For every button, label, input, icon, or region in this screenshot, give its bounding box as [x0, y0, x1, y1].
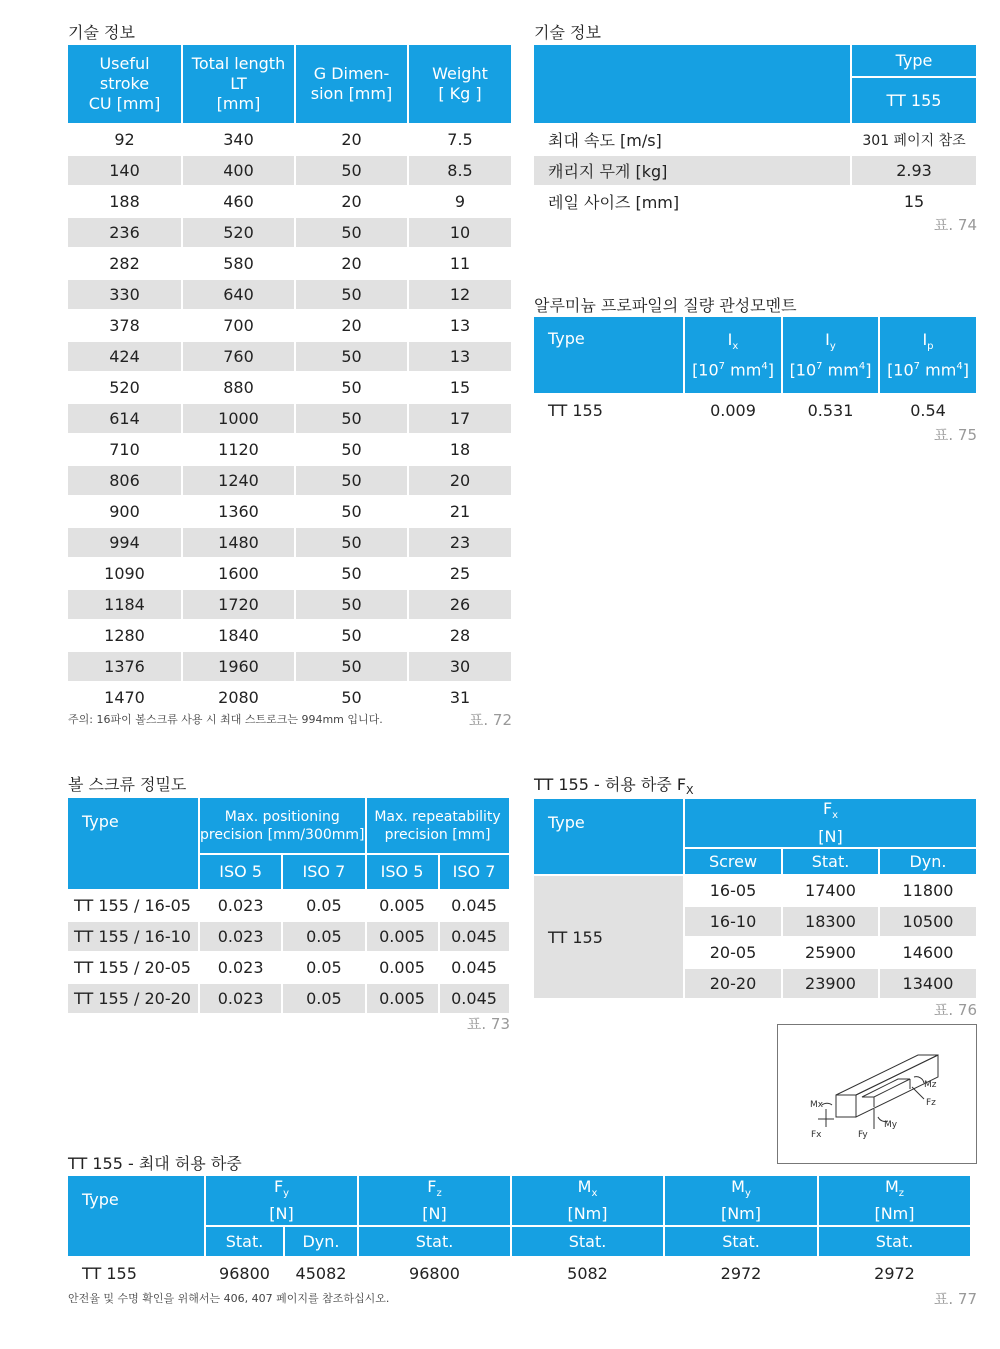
cell: 1470 — [68, 683, 181, 712]
cell: 1240 — [183, 466, 294, 495]
header-type: Type — [534, 799, 683, 874]
row-ip: 0.54 — [880, 395, 976, 425]
cell: 1360 — [183, 497, 294, 526]
cell: 1600 — [183, 559, 294, 588]
row-type: TT 155 / 16-10 — [68, 922, 198, 951]
row-ix: 0.009 — [685, 395, 781, 425]
header-dyn: Dyn. — [880, 849, 976, 874]
header-repeatability: Max. repeatability precision [mm] — [367, 798, 509, 853]
header-stat: Stat. — [783, 849, 878, 874]
cell: 340 — [183, 125, 294, 154]
row-type: TT 155 — [534, 395, 683, 425]
cell: 1840 — [183, 621, 294, 650]
cell: 25 — [409, 559, 511, 588]
table-row — [68, 590, 511, 619]
header-mz: $M_z$ [Nm] — [819, 1176, 970, 1225]
row-type: TT 155 — [68, 1258, 204, 1288]
cell: 18 — [409, 435, 511, 464]
cell: 50 — [296, 559, 407, 588]
cell: 21 — [409, 497, 511, 526]
cell: 50 — [296, 590, 407, 619]
cell: 994 — [68, 528, 181, 557]
table-row — [534, 876, 976, 905]
rail-top — [836, 1055, 938, 1095]
table-73 — [66, 796, 511, 1015]
cell: 2972 — [665, 1258, 817, 1288]
row-label: 캐리지 무게 [kg] — [534, 156, 850, 185]
cell: 0.05 — [283, 984, 364, 1013]
table-row — [68, 218, 511, 247]
cell: 0.045 — [440, 891, 509, 920]
cell: 900 — [68, 497, 181, 526]
cell: 15 — [409, 373, 511, 402]
cell: 18300 — [783, 907, 878, 936]
table-row — [68, 528, 511, 557]
cell: 50 — [296, 683, 407, 712]
table-row — [68, 683, 511, 712]
cell: 0.05 — [283, 953, 364, 982]
cell: 23 — [409, 528, 511, 557]
cell: 50 — [296, 435, 407, 464]
cell: 806 — [68, 466, 181, 495]
cell: 20 — [296, 125, 407, 154]
row-type: TT 155 / 20-20 — [68, 984, 198, 1013]
table-row — [68, 922, 509, 951]
cell: 17400 — [783, 876, 878, 905]
header-iso7-a: ISO 7 — [283, 855, 364, 889]
cell: 20 — [296, 187, 407, 216]
cell: 1000 — [183, 404, 294, 433]
table-74 — [532, 43, 978, 218]
header-total-length: Total length LT [mm] — [183, 45, 294, 123]
table-72-title: 기술 정보 — [68, 23, 135, 42]
cell: 1184 — [68, 590, 181, 619]
cell: 2972 — [819, 1258, 970, 1288]
cell: 9 — [409, 187, 511, 216]
cell: 20 — [296, 311, 407, 340]
header-type: Type — [68, 1176, 204, 1256]
header-g-dimension: G Dimen- sion [mm] — [296, 45, 407, 123]
table-row — [68, 891, 509, 920]
cell: 26 — [409, 590, 511, 619]
cell: 0.045 — [440, 953, 509, 982]
cell: 424 — [68, 342, 181, 371]
cell: 0.023 — [200, 953, 281, 982]
cell: 50 — [296, 280, 407, 309]
cell: 0.023 — [200, 984, 281, 1013]
row-value: 2.93 — [852, 156, 976, 185]
table-77-title: TT 155 - 최대 허용 하중 — [68, 1154, 242, 1173]
cell: 0.045 — [440, 984, 509, 1013]
cell: 1376 — [68, 652, 181, 681]
header-type: Type — [534, 317, 683, 393]
cell: 880 — [183, 373, 294, 402]
cell: 20-05 — [685, 938, 781, 967]
cell: 20-20 — [685, 969, 781, 998]
table-row — [68, 435, 511, 464]
cell: 16-10 — [685, 907, 781, 936]
cell: 700 — [183, 311, 294, 340]
cell: 0.05 — [283, 922, 364, 951]
cell: 11800 — [880, 876, 976, 905]
header-fy-stat: Stat. — [206, 1227, 283, 1256]
carriage-axes-diagram — [778, 1025, 976, 1163]
cell: 0.005 — [367, 953, 438, 982]
cell: 1720 — [183, 590, 294, 619]
label-my: My — [884, 1120, 898, 1130]
cell: 520 — [183, 218, 294, 247]
header-iso5-b: ISO 5 — [367, 855, 438, 889]
cell: 1120 — [183, 435, 294, 464]
cell: 0.023 — [200, 891, 281, 920]
cell: 50 — [296, 342, 407, 371]
cell: 760 — [183, 342, 294, 371]
label-mx: Mx — [810, 1100, 824, 1110]
table-row — [68, 156, 511, 185]
header-screw: Screw — [685, 849, 781, 874]
header-weight: Weight [ Kg ] — [409, 45, 511, 123]
table-row — [68, 404, 511, 433]
header-mx-stat: Stat. — [512, 1227, 663, 1256]
cell: 2080 — [183, 683, 294, 712]
cell: 92 — [68, 125, 181, 154]
label-fz: Fz — [926, 1098, 936, 1108]
table-row — [534, 395, 976, 425]
table-row — [68, 1258, 970, 1288]
cell: 50 — [296, 466, 407, 495]
header-mz-stat: Stat. — [819, 1227, 970, 1256]
cell: 50 — [296, 528, 407, 557]
row-label: 레일 사이즈 [mm] — [534, 187, 850, 216]
cell: 11 — [409, 249, 511, 278]
cell: 236 — [68, 218, 181, 247]
cell: 16-05 — [685, 876, 781, 905]
table-72-label: 표. 72 — [468, 711, 512, 729]
table-77 — [66, 1174, 972, 1290]
table-76-title: TT 155 - 허용 하중 $F_X$ — [534, 775, 694, 798]
cell: 10500 — [880, 907, 976, 936]
table-row — [68, 125, 511, 154]
cell: 282 — [68, 249, 181, 278]
cell: 580 — [183, 249, 294, 278]
row-label: 최대 속도 [m/s] — [534, 125, 850, 154]
cell: 50 — [296, 404, 407, 433]
header-useful-stroke: Useful stroke CU [mm] — [68, 45, 181, 123]
label-fx: Fx — [811, 1130, 822, 1140]
cell: 12 — [409, 280, 511, 309]
label-fy: Fy — [858, 1130, 868, 1140]
table-row — [68, 559, 511, 588]
table-row — [68, 249, 511, 278]
table-76 — [532, 797, 978, 1000]
cell: 14600 — [880, 938, 976, 967]
cell: 28 — [409, 621, 511, 650]
cell: 0.05 — [283, 891, 364, 920]
table-row — [68, 280, 511, 309]
cell: 188 — [68, 187, 181, 216]
cell: 31 — [409, 683, 511, 712]
cell: 0.005 — [367, 984, 438, 1013]
table-row — [68, 953, 509, 982]
cell: 7.5 — [409, 125, 511, 154]
cell: 13400 — [880, 969, 976, 998]
header-fz-stat: Stat. — [359, 1227, 510, 1256]
cell: 50 — [296, 156, 407, 185]
cell: 8.5 — [409, 156, 511, 185]
header-iso5-a: ISO 5 — [200, 855, 281, 889]
row-type: TT 155 — [534, 876, 683, 998]
cell: 400 — [183, 156, 294, 185]
table-77-label: 표. 77 — [933, 1290, 977, 1308]
label-mz: Mz — [924, 1080, 937, 1090]
cell: 5082 — [512, 1258, 663, 1288]
cell: 20 — [409, 466, 511, 495]
table-72 — [66, 43, 513, 714]
row-type: TT 155 / 16-05 — [68, 891, 198, 920]
cell: 0.045 — [440, 922, 509, 951]
row-iy: 0.531 — [783, 395, 878, 425]
header-ip: $I_p$ [$10^7$ $mm^4$] — [880, 317, 976, 393]
header-iy: $I_y$ [$10^7$ $mm^4$] — [783, 317, 878, 393]
cell: 1960 — [183, 652, 294, 681]
cell: 96800 — [206, 1258, 283, 1288]
table-76-label: 표. 76 — [933, 1001, 977, 1019]
cell: 50 — [296, 652, 407, 681]
cell: 330 — [68, 280, 181, 309]
table-73-label: 표. 73 — [466, 1015, 510, 1033]
table-73-title: 볼 스크류 정밀도 — [68, 775, 187, 794]
cell: 96800 — [359, 1258, 510, 1288]
row-type: TT 155 / 20-05 — [68, 953, 198, 982]
cell: 614 — [68, 404, 181, 433]
cell: 378 — [68, 311, 181, 340]
header-fy: $F_y$ [N] — [206, 1176, 357, 1225]
cell: 50 — [296, 621, 407, 650]
table-77-note: 안전율 및 수명 확인을 위해서는 406, 407 페이지를 참조하십시오. — [68, 1292, 390, 1305]
fz-axis — [912, 1087, 924, 1099]
table-row — [68, 984, 509, 1013]
header-my: $M_y$ [Nm] — [665, 1176, 817, 1225]
cell: 20 — [296, 249, 407, 278]
header-my-stat: Stat. — [665, 1227, 817, 1256]
cell: 140 — [68, 156, 181, 185]
table-row — [68, 342, 511, 371]
table-row — [68, 466, 511, 495]
table-row — [68, 621, 511, 650]
table-74-title: 기술 정보 — [534, 23, 601, 42]
table-75-label: 표. 75 — [933, 426, 977, 444]
mz-arc — [914, 1077, 924, 1083]
header-fx: $F_x$ [N] — [685, 799, 976, 847]
table-72-note: 주의: 16파이 볼스크류 사용 시 최대 스트로크는 994mm 입니다. — [68, 713, 383, 726]
header-iso7-b: ISO 7 — [440, 855, 509, 889]
cell: 10 — [409, 218, 511, 247]
row-value: 301 페이지 참조 — [852, 125, 976, 154]
table-75-title: 알루미늄 프로파일의 질량 관성모멘트 — [534, 296, 797, 315]
header-ix: $I_x$ [$10^7$ $mm^4$] — [685, 317, 781, 393]
cell: 50 — [296, 373, 407, 402]
cell: 460 — [183, 187, 294, 216]
table-row — [68, 311, 511, 340]
cell: 25900 — [783, 938, 878, 967]
cell: 1090 — [68, 559, 181, 588]
cell: 1480 — [183, 528, 294, 557]
cell: 0.005 — [367, 922, 438, 951]
table-75 — [532, 315, 978, 427]
cell: 0.023 — [200, 922, 281, 951]
cell: 520 — [68, 373, 181, 402]
cell: 17 — [409, 404, 511, 433]
row-value: 15 — [852, 187, 976, 216]
table-row — [534, 125, 976, 154]
cell: 710 — [68, 435, 181, 464]
header-fy-dyn: Dyn. — [285, 1227, 357, 1256]
header-type: Type — [68, 798, 198, 889]
mx-arc — [822, 1103, 832, 1105]
table-row — [68, 497, 511, 526]
header-blank — [534, 45, 850, 123]
table-row — [68, 373, 511, 402]
table-row — [68, 187, 511, 216]
cell: 640 — [183, 280, 294, 309]
cell: 0.005 — [367, 891, 438, 920]
cell: 23900 — [783, 969, 878, 998]
load-diagram — [777, 1024, 977, 1164]
cell: 13 — [409, 342, 511, 371]
table-74-label: 표. 74 — [933, 216, 977, 234]
header-mx: $M_x$ [Nm] — [512, 1176, 663, 1225]
cell: 50 — [296, 218, 407, 247]
cell: 1280 — [68, 621, 181, 650]
header-positioning: Max. positioning precision [mm/300mm] — [200, 798, 365, 853]
header-fz: $F_z$ [N] — [359, 1176, 510, 1225]
table-row — [534, 156, 976, 185]
header-type: Type — [852, 45, 976, 76]
table-row — [68, 652, 511, 681]
table-row — [534, 187, 976, 216]
rail-front — [836, 1095, 856, 1117]
cell: 45082 — [285, 1258, 357, 1288]
cell: 13 — [409, 311, 511, 340]
header-type-value: TT 155 — [852, 78, 976, 123]
cell: 30 — [409, 652, 511, 681]
cell: 50 — [296, 497, 407, 526]
